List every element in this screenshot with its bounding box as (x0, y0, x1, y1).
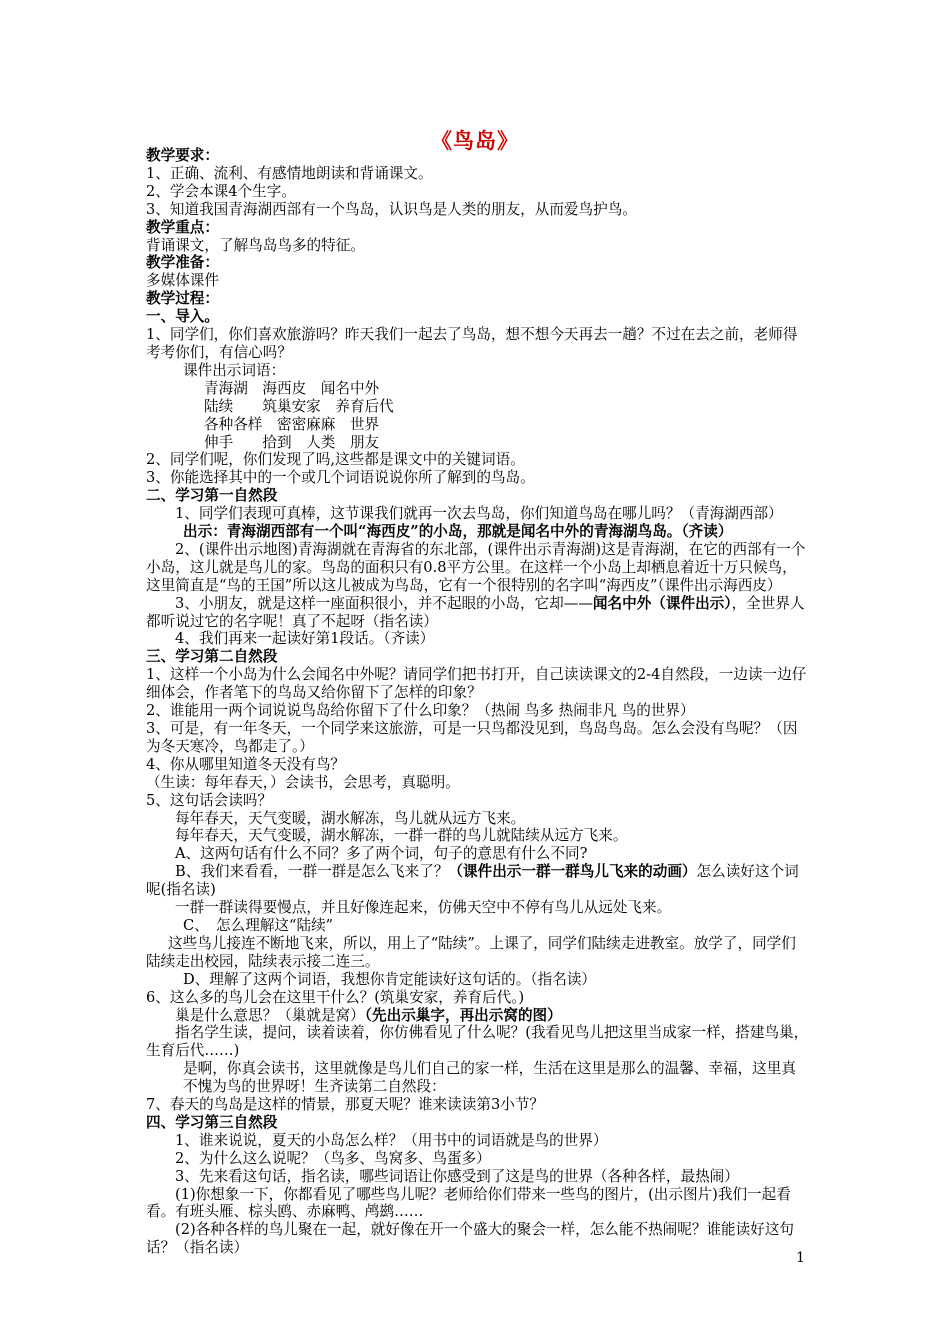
word-row: 青海湖 海西皮 闻名中外 (204, 379, 380, 397)
emphasis-text: （课件出示一群一群鸟儿飞来的动画） (448, 863, 697, 881)
section-heading: 一、导入。 (146, 308, 219, 326)
courseware-label: 课件出示词语： (183, 361, 286, 379)
paragraph: 6、这么多的鸟儿会在这里干什么？(筑巢安家，养育后代。) (146, 988, 525, 1006)
paragraph: 4、我们再来一起读好第1段话。（齐读） (175, 630, 435, 648)
paragraph (146, 595, 810, 631)
focus-heading: 教学重点： (146, 218, 219, 236)
example-sentence: 每年春天，天气变暖，湖水解冻，鸟儿就从远方飞来。 (175, 809, 526, 827)
text-run: 3、小朋友，就是这样一座面积很小，并不起眼的小岛，它却—— (175, 594, 593, 612)
paragraph: 3、你能选择其中的一个或几个词语说说你所了解到的鸟岛。 (146, 469, 535, 487)
section-heading: 四、学习第三自然段 (146, 1113, 278, 1131)
paragraph: 1、谁来说说，夏天的小岛怎么样？（用书中的词语就是鸟的世界） (175, 1131, 608, 1149)
paragraph: 这些鸟儿接连不断地飞来，所以，用上了“陆续”。上课了，同学们陆续走进教室。放学了，同学们陆续走出校园，陆续表示接二连三。 (146, 934, 796, 970)
paragraph: 3、先来看这句话，指名读，哪些词语让你感受到了这是鸟的世界（各种各样，最热闹） (175, 1167, 739, 1185)
paragraph: 4、你从哪里知道冬天没有鸟？ (146, 755, 346, 773)
paragraph: 1、同学们，你们喜欢旅游吗？昨天我们一起去了鸟岛，想不想今天再去一趟？不过在去之前，老师得考考你们，有信心吗？ (146, 326, 798, 361)
emphasis-text: 闻名中外（课件出示） (592, 594, 732, 612)
focus-text: 背诵课文，了解鸟岛鸟多的特征。 (146, 236, 365, 254)
paragraph: （生读：每年春天，）会读书，会思考，真聪明。 (146, 773, 460, 791)
page-number: 1 (796, 1250, 805, 1266)
text-run: B、我们来看看，一群一群是怎么飞来了？ (175, 863, 449, 881)
paragraph: 5、这句话会读吗？ (146, 791, 273, 809)
prep-text: 多媒体课件 (146, 272, 219, 290)
word-row: 各种各样 密密麻麻 世界 (204, 415, 380, 433)
requirement-item: 2、学会本课4个生字。 (146, 182, 296, 200)
document-title: 《鸟岛》 (431, 128, 519, 153)
requirement-item: 3、知道我国青海湖西部有一个鸟岛，认识鸟是人类的朋友，从而爱鸟护鸟。 (146, 200, 637, 218)
question: C、 怎么理解这“陆续” (183, 916, 334, 934)
paragraph: 1、这样一个小岛为什么会闻名中外呢？请同学们把书打开，自己读读课文的2-4自然段，一边读一边仔细体会，作者笔下的鸟岛又给你留下了怎样的印象？ (146, 666, 807, 702)
text-run: 怎么读好这个词呢(指名读) (146, 863, 799, 899)
paragraph: 1、同学们表现可真棒，这节课我们就再一次去鸟岛，你们知道鸟岛在哪儿吗？（青海湖西部） (175, 505, 783, 523)
paragraph: 7、春天的鸟岛是这样的情景，那夏天呢？谁来读读第3小节？ (146, 1096, 545, 1114)
process-heading: 教学过程： (146, 290, 219, 308)
paragraph: 一群一群读得要慢点，并且好像连起来，仿佛天空中不停有鸟儿从远处飞来。 (175, 899, 672, 917)
prep-heading: 教学准备： (146, 254, 219, 272)
example-sentence: 每年春天，天气变暖，湖水解冻，一群一群的鸟儿就陆续从远方飞来。 (175, 827, 628, 845)
word-row: 伸手 拾到 人类 朋友 (204, 433, 380, 451)
paragraph: (2)各种各样的鸟儿聚在一起，就好像在开一个盛大的聚会一样，怎么能不热闹呢？谁能读好这句话？（指名读） (146, 1221, 795, 1257)
text-run: 巢是什么意思？（巢就是窝） (175, 1006, 365, 1024)
question (146, 863, 810, 899)
display-sentence: 出示：青海湖西部有一个叫“海西皮”的小岛，那就是闻名中外的青海湖鸟岛。（齐读） (183, 523, 733, 541)
emphasis-text: （先出示巢字，再出示窝的图） (364, 1006, 562, 1024)
section-heading: 三、学习第二自然段 (146, 648, 278, 666)
requirements-heading: 教学要求： (146, 147, 219, 164)
document-body (146, 147, 810, 1257)
paragraph: 3、可是，有一年冬天，一个同学来这旅游，可是一只鸟都没见到，鸟岛鸟岛。怎么会没有鸟呢？（因为冬天寒冷，鸟都走了。） (146, 720, 798, 755)
paragraph: 2、(课件出示地图)青海湖就在青海省的东北部，(课件出示青海湖)这是青海湖，在它的西部有一个小岛，这儿就是鸟儿的家。鸟岛的面积只有0.8平方公里。在这样一个小岛上却栖息着近十万只候鸟，这里简直是“鸟的王国”所以这儿被成为鸟岛，它有一个很特别的名字叫“海西皮”（课件出示海西皮） (146, 540, 806, 594)
paragraph: 2、同学们呢，你们发现了吗,这些都是课文中的关键词语。 (146, 451, 525, 469)
paragraph: 指名学生读，提问，读着读着，你仿佛看见了什么呢？(我看见鸟儿把这里当成家一样，搭建鸟巢，生育后代……) (146, 1024, 809, 1060)
question: D、理解了这两个词语，我想你肯定能读好这句话的。（指名读） (183, 970, 597, 988)
section-heading: 二、学习第一自然段 (146, 487, 278, 505)
paragraph (146, 1007, 810, 1025)
paragraph: (1)你想象一下，你都看见了哪些鸟儿呢？老师给你们带来一些鸟的图片，(出示图片)我们一起看看。有班头雁、棕头鸥、赤麻鸭、鸬鹚…… (146, 1185, 791, 1221)
word-row: 陆续 筑巢安家 养育后代 (204, 397, 394, 415)
paragraph: 2、谁能用一两个词说说鸟岛给你留下了什么印象？（热闹 鸟多 热闹非凡 鸟的世界） (146, 702, 695, 720)
paragraph: 2、为什么这么说呢？（鸟多、鸟窝多、鸟蛋多） (175, 1149, 491, 1167)
question: A、这两句话有什么不同？多了两个词，句子的意思有什么不同? (175, 845, 588, 863)
paragraph: 是啊，你真会读书，这里就像是鸟儿们自己的家一样，生活在这里是那么的温馨、幸福，这里真不愧为鸟的世界呀！生齐读第二自然段： (183, 1060, 796, 1096)
text-run: ，全世界人都听说过它的名字呢！真了不起呀（指名读） (146, 594, 805, 630)
requirement-item: 1、正确、流利、有感情地朗读和背诵课文。 (146, 164, 433, 182)
